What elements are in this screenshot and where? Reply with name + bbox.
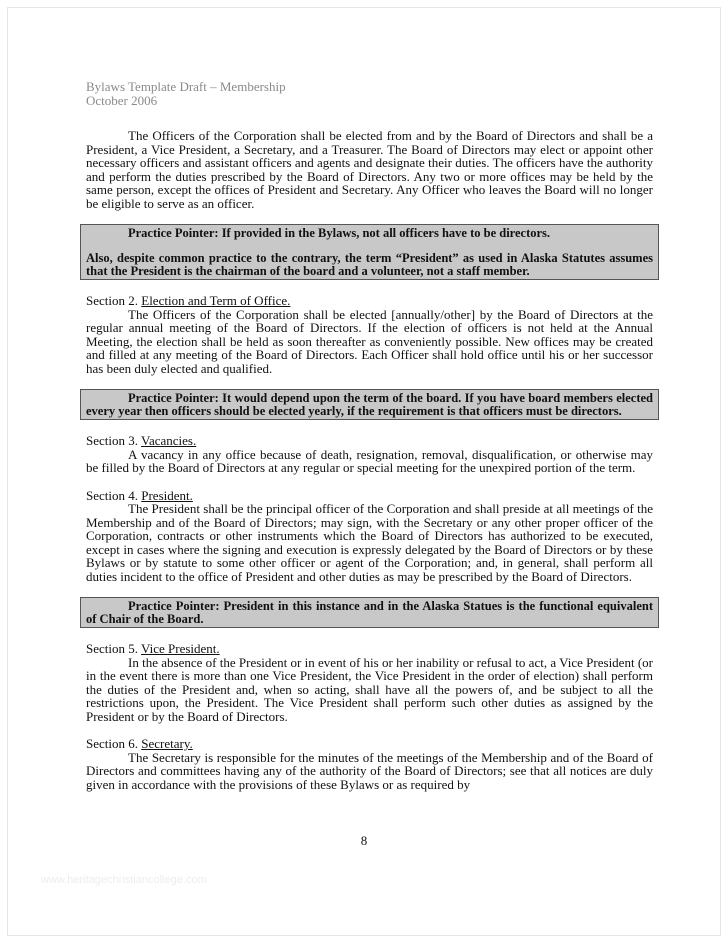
section-body: The Secretary is responsible for the minutes of the meetings of the Membership and of the Board of Directors and committees having any of the authority of the Board of Directors; see that all notices are duly given in accordance with the provisions of these Bylaws or as required by [86,749,653,792]
section-number: Section 5. [86,641,138,656]
section-number: Section 6. [86,736,138,751]
officers-intro-paragraph: The Officers of the Corporation shall be elected from and by the Board of Directors and shall be a President, a Vice President, a Secretary, and a Treasurer. The Board of Directors may elect or appoint other necessary officers and assistant officers and agents and designate their duties. The officers have the authority and perform the duties prescribed by the Board of Directors. Any two or more offices may be held by the same person, except the offices of President and Secretary. Any Officer who leaves the Board will no longer be eligible to serve as an officer. [86,128,653,211]
section-title: Vacancies. [141,433,197,448]
practice-pointer-text: Practice Pointer: If provided in the Bylaws, not all officers have to be directors. [128,226,551,240]
section-heading [86,489,653,503]
section-heading [86,737,653,751]
section-title: Vice President. [141,641,220,656]
section-body: In the absence of the President or in event of his or her inability or refusal to act, a Vice President (or in the event there is more than one Vice President, the Vice President in the order of election) shall perform the duties of the President and, when so acting, shall have all the powers of, and be subject to all the restrictions upon, the President. The Vice President shall perform such other duties as assigned by the President or by the Board of Directors. [86,654,653,724]
section-body: The Officers of the Corporation shall be elected [annually/other] by the Board of Directors at the regular annual meeting of the Board of Directors. If the election of officers is not held at the Annual Meeting, the election shall be held as soon thereafter as conveniently possible. New offices may be created and filled at any meeting of the Board of Directors. Each Officer shall hold office until his or her successor has been duly elected and qualified. [86,306,653,376]
watermark-text: www.heritagechristiancollege.com [41,874,207,886]
section-number: Section 4. [86,487,138,503]
section-heading [86,294,653,308]
practice-pointer-text: Also, despite common practice to the contrary, the term “President” as used in Alaska Statutes assumes that the President is the chairman of the board and a volunteer, not a staff member. [86,251,653,278]
practice-pointer-box [80,224,659,280]
practice-pointer-box [80,597,659,628]
page-header [86,80,653,108]
practice-pointer-text: Practice Pointer: President in this instance and in the Alaska Statues is the functional equivalent of Chair of the Board. [86,599,653,626]
page-content [86,80,653,791]
section-heading [86,434,653,448]
section-body: The President shall be the principal officer of the Corporation and shall preside at all meetings of the Membership and of the Board of Directors; may sign, with the Secretary or any other proper officer of the Corporation, contracts or other instruments which the Board of Directors has authorized to be executed, except in cases where the signing and execution is expressly delegated by the Board of Directors or by these Bylaws or by statute to some other officer or agent of the Corporation; and, in general, shall perform all duties incident to the office of President and other duties as may be prescribed by the Board of Directors. [86,501,653,584]
document-page [7,7,721,936]
section-heading [86,642,653,656]
page-number: 8 [360,833,368,848]
section-number: Section 3. [86,433,138,448]
section-number: Section 2. [86,293,138,308]
practice-pointer-text: Practice Pointer: It would depend upon the term of the board. If you have board members elected every year then officers should be elected yearly, if the requirement is that officers must be directors. [86,391,653,418]
header-title: Bylaws Template Draft – Membership [86,79,286,94]
header-date: October 2006 [86,93,158,108]
section-body: A vacancy in any office because of death, resignation, removal, disqualification, or otherwise may be filled by the Board of Directors at any regular or special meeting for the unexpired portion of the term. [86,446,653,475]
section-title: Election and Term of Office. [141,293,291,308]
section-title: President. [141,487,193,503]
practice-pointer-box [80,389,659,420]
section-title: Secretary. [141,736,193,751]
